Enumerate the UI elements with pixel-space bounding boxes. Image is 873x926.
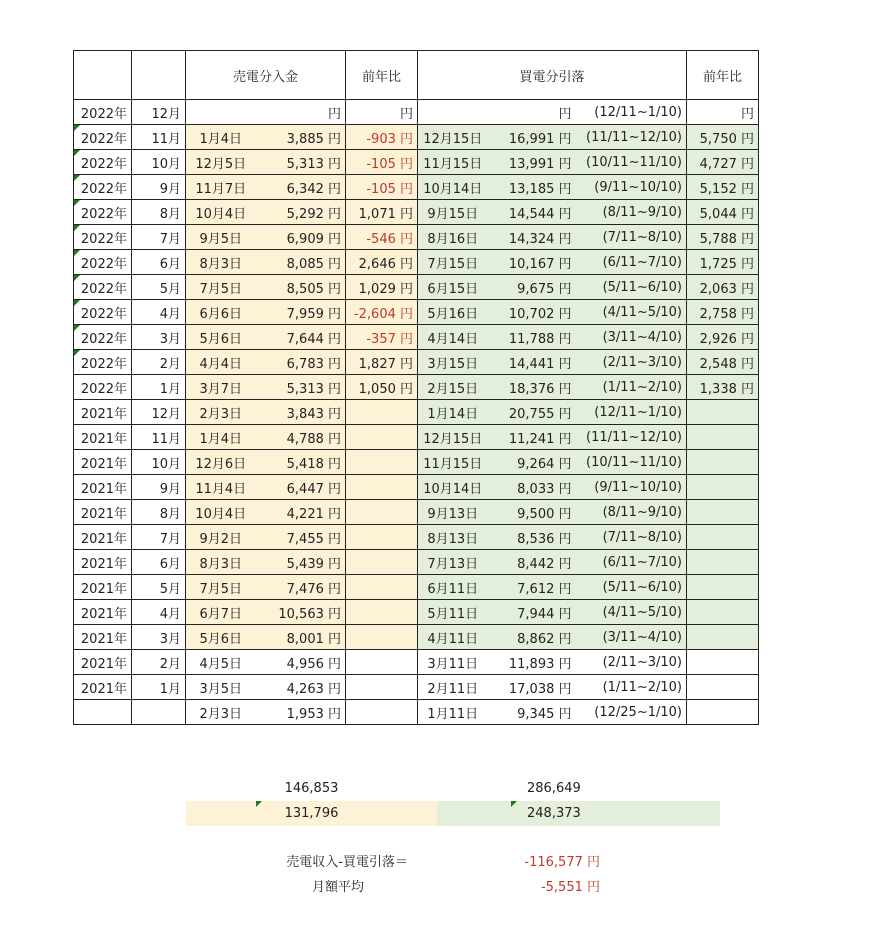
year-cell[interactable]: 2021年 — [74, 550, 132, 575]
sell-prev-cell[interactable]: 1,071 円 — [346, 200, 418, 225]
sell-prev-cell[interactable] — [346, 425, 418, 450]
table-row — [74, 300, 759, 325]
sell-prev-cell[interactable]: 円 — [346, 100, 418, 125]
table-row — [74, 250, 759, 275]
buy-amount-cell[interactable]: 円 — [488, 100, 576, 125]
sell-amount-cell[interactable]: 5,313 円 — [256, 375, 346, 400]
buy-period-cell[interactable]: (5/11~6/10) — [576, 575, 687, 600]
buy-date-cell[interactable] — [418, 100, 488, 125]
buy-date-cell[interactable]: 5月11日 — [418, 600, 488, 625]
table-row — [74, 675, 759, 700]
buy-prev-cell[interactable] — [687, 500, 759, 525]
month-cell[interactable]: 7月 — [132, 525, 186, 550]
buy-prev-cell[interactable] — [687, 450, 759, 475]
year-cell[interactable]: 2022年 — [74, 150, 132, 175]
buy-date-cell[interactable]: 8月13日 — [418, 525, 488, 550]
buy-amount-cell[interactable]: 16,991 円 — [488, 125, 576, 150]
buy-period-cell[interactable]: (10/11~11/10) — [576, 450, 687, 475]
sell-amount-cell[interactable]: 5,313 円 — [256, 150, 346, 175]
sell-date-cell[interactable]: 2月3日 — [186, 400, 256, 425]
table-row — [74, 125, 759, 150]
buy-period-cell[interactable]: (9/11~10/10) — [576, 175, 687, 200]
sell-prev-cell[interactable] — [346, 650, 418, 675]
table-row — [74, 400, 759, 425]
year-cell[interactable]: 2021年 — [74, 525, 132, 550]
buy-amount-cell[interactable]: 9,500 円 — [488, 500, 576, 525]
sell-prev-cell[interactable] — [346, 400, 418, 425]
table-row — [74, 600, 759, 625]
buy-amount-cell[interactable]: 20,755 円 — [488, 400, 576, 425]
year-cell[interactable]: 2022年 — [74, 200, 132, 225]
buy-date-cell[interactable]: 6月11日 — [418, 575, 488, 600]
year-cell[interactable]: 2022年 — [74, 275, 132, 300]
year-cell[interactable] — [74, 700, 132, 725]
buy-period-cell[interactable]: (12/11~1/10) — [576, 100, 687, 125]
buy-date-cell[interactable]: 11月15日 — [418, 150, 488, 175]
sell-date-cell[interactable]: 12月6日 — [186, 450, 256, 475]
diff-row — [186, 850, 720, 875]
buy-prev-cell[interactable]: 2,548 円 — [687, 350, 759, 375]
sell-prev-cell[interactable]: -105 円 — [346, 175, 418, 200]
buy-amount-cell[interactable]: 10,702 円 — [488, 300, 576, 325]
buy-period-cell[interactable]: (8/11~9/10) — [576, 200, 687, 225]
buy-amount-cell[interactable]: 9,264 円 — [488, 450, 576, 475]
buy-amount-cell[interactable]: 14,441 円 — [488, 350, 576, 375]
sell-prev-cell[interactable]: 1,827 円 — [346, 350, 418, 375]
calc-block — [186, 850, 720, 900]
month-cell[interactable]: 12月 — [132, 100, 186, 125]
sell-prev-cell[interactable]: -357 円 — [346, 325, 418, 350]
header-sell[interactable]: 売電分入金 — [186, 51, 346, 100]
month-cell[interactable]: 5月 — [132, 275, 186, 300]
month-cell[interactable] — [132, 700, 186, 725]
diff-label: 売電収入-買電引落＝ — [286, 855, 408, 870]
table-row — [74, 200, 759, 225]
buy-prev-cell[interactable] — [687, 700, 759, 725]
month-cell[interactable]: 3月 — [132, 625, 186, 650]
sell-amount-cell[interactable]: 7,455 円 — [256, 525, 346, 550]
table-row — [74, 225, 759, 250]
sell-date-cell[interactable]: 1月4日 — [186, 425, 256, 450]
buy-period-cell[interactable]: (2/11~3/10) — [576, 650, 687, 675]
buy-amount-cell[interactable]: 11,241 円 — [488, 425, 576, 450]
month-cell[interactable]: 10月 — [132, 150, 186, 175]
sell-date-cell[interactable]: 10月4日 — [186, 200, 256, 225]
buy-subtotal: 248,373 — [527, 806, 581, 821]
sell-date-cell[interactable]: 4月4日 — [186, 350, 256, 375]
year-cell[interactable]: 2021年 — [74, 675, 132, 700]
buy-date-cell[interactable]: 1月14日 — [418, 400, 488, 425]
buy-date-cell[interactable]: 8月16日 — [418, 225, 488, 250]
buy-amount-cell[interactable]: 13,991 円 — [488, 150, 576, 175]
buy-date-cell[interactable]: 7月15日 — [418, 250, 488, 275]
sell-amount-cell[interactable]: 円 — [256, 100, 346, 125]
sell-date-cell[interactable]: 4月5日 — [186, 650, 256, 675]
sell-prev-cell[interactable] — [346, 475, 418, 500]
sell-date-cell[interactable]: 12月5日 — [186, 150, 256, 175]
sell-prev-cell[interactable] — [346, 500, 418, 525]
year-cell[interactable]: 2021年 — [74, 400, 132, 425]
sell-date-cell[interactable]: 7月5日 — [186, 275, 256, 300]
month-cell[interactable]: 7月 — [132, 225, 186, 250]
year-cell[interactable]: 2022年 — [74, 300, 132, 325]
buy-period-cell[interactable]: (12/11~1/10) — [576, 400, 687, 425]
buy-period-cell[interactable]: (4/11~5/10) — [576, 600, 687, 625]
sell-amount-cell[interactable]: 3,843 円 — [256, 400, 346, 425]
buy-prev-cell[interactable]: 5,788 円 — [687, 225, 759, 250]
sell-date-cell[interactable]: 5月6日 — [186, 325, 256, 350]
sell-amount-cell[interactable]: 6,447 円 — [256, 475, 346, 500]
buy-date-cell[interactable]: 4月14日 — [418, 325, 488, 350]
sell-amount-cell[interactable]: 6,783 円 — [256, 350, 346, 375]
sell-amount-cell[interactable]: 8,505 円 — [256, 275, 346, 300]
month-cell[interactable]: 9月 — [132, 175, 186, 200]
year-cell[interactable]: 2022年 — [74, 325, 132, 350]
year-cell[interactable]: 2021年 — [74, 500, 132, 525]
sell-amount-cell[interactable]: 4,956 円 — [256, 650, 346, 675]
sell-prev-cell[interactable] — [346, 450, 418, 475]
sell-amount-cell[interactable]: 5,439 円 — [256, 550, 346, 575]
buy-prev-cell[interactable] — [687, 575, 759, 600]
diff-value[interactable]: -116,577 円 — [524, 855, 600, 870]
buy-amount-cell[interactable]: 8,536 円 — [488, 525, 576, 550]
table-row — [74, 575, 759, 600]
buy-period-cell[interactable]: (6/11~7/10) — [576, 550, 687, 575]
sell-amount-cell[interactable]: 7,476 円 — [256, 575, 346, 600]
month-cell[interactable]: 4月 — [132, 600, 186, 625]
year-cell[interactable]: 2021年 — [74, 650, 132, 675]
year-cell[interactable]: 2022年 — [74, 175, 132, 200]
buy-prev-cell[interactable] — [687, 600, 759, 625]
month-cell[interactable]: 8月 — [132, 200, 186, 225]
buy-period-cell[interactable]: (3/11~4/10) — [576, 325, 687, 350]
sell-amount-cell[interactable]: 8,001 円 — [256, 625, 346, 650]
buy-date-cell[interactable]: 1月11日 — [418, 700, 488, 725]
sell-date-cell[interactable]: 11月4日 — [186, 475, 256, 500]
table-row — [74, 500, 759, 525]
sell-date-cell[interactable]: 11月7日 — [186, 175, 256, 200]
buy-prev-cell[interactable]: 円 — [687, 100, 759, 125]
buy-period-cell[interactable]: (3/11~4/10) — [576, 625, 687, 650]
buy-amount-cell[interactable]: 11,788 円 — [488, 325, 576, 350]
buy-amount-cell[interactable]: 13,185 円 — [488, 175, 576, 200]
buy-date-cell[interactable]: 12月15日 — [418, 425, 488, 450]
sell-date-cell[interactable]: 3月5日 — [186, 675, 256, 700]
sell-amount-cell[interactable]: 3,885 円 — [256, 125, 346, 150]
buy-date-cell[interactable]: 10月14日 — [418, 175, 488, 200]
sell-amount-cell[interactable]: 4,263 円 — [256, 675, 346, 700]
month-cell[interactable]: 2月 — [132, 650, 186, 675]
sell-date-cell[interactable]: 6月7日 — [186, 600, 256, 625]
month-cell[interactable]: 12月 — [132, 400, 186, 425]
buy-amount-cell[interactable]: 14,324 円 — [488, 225, 576, 250]
sell-date-cell[interactable]: 5月6日 — [186, 625, 256, 650]
sell-amount-cell[interactable]: 8,085 円 — [256, 250, 346, 275]
buy-amount-cell[interactable]: 8,862 円 — [488, 625, 576, 650]
table-row — [74, 550, 759, 575]
table-row — [74, 525, 759, 550]
totals-row — [186, 776, 720, 801]
month-cell[interactable]: 1月 — [132, 375, 186, 400]
buy-period-cell[interactable]: (1/11~2/10) — [576, 675, 687, 700]
table-row — [74, 450, 759, 475]
month-cell[interactable]: 6月 — [132, 550, 186, 575]
buy-period-cell[interactable]: (7/11~8/10) — [576, 225, 687, 250]
totals-block — [186, 776, 720, 826]
month-cell[interactable]: 1月 — [132, 675, 186, 700]
table-row — [74, 100, 759, 125]
subtotals-row — [186, 801, 720, 826]
sell-date-cell[interactable]: 9月2日 — [186, 525, 256, 550]
buy-amount-cell[interactable]: 18,376 円 — [488, 375, 576, 400]
table-row — [74, 150, 759, 175]
buy-total: 286,649 — [527, 781, 581, 796]
year-cell[interactable]: 2021年 — [74, 450, 132, 475]
sell-prev-cell[interactable] — [346, 675, 418, 700]
buy-total-cell[interactable] — [437, 776, 720, 801]
sell-amount-cell[interactable]: 5,418 円 — [256, 450, 346, 475]
buy-prev-cell[interactable]: 2,063 円 — [687, 275, 759, 300]
buy-prev-cell[interactable] — [687, 650, 759, 675]
buy-prev-cell[interactable] — [687, 425, 759, 450]
buy-period-cell[interactable]: (6/11~7/10) — [576, 250, 687, 275]
buy-period-cell[interactable]: (2/11~3/10) — [576, 350, 687, 375]
header-year[interactable] — [74, 51, 132, 100]
buy-amount-cell[interactable]: 8,442 円 — [488, 550, 576, 575]
buy-prev-cell[interactable] — [687, 625, 759, 650]
buy-prev-cell[interactable] — [687, 550, 759, 575]
sell-prev-cell[interactable] — [346, 550, 418, 575]
buy-date-cell[interactable]: 7月13日 — [418, 550, 488, 575]
buy-period-cell[interactable]: (4/11~5/10) — [576, 300, 687, 325]
buy-prev-cell[interactable]: 1,725 円 — [687, 250, 759, 275]
year-cell[interactable]: 2021年 — [74, 625, 132, 650]
table-row — [74, 650, 759, 675]
buy-period-cell[interactable]: (9/11~10/10) — [576, 475, 687, 500]
year-cell[interactable]: 2022年 — [74, 350, 132, 375]
sell-prev-cell[interactable]: -546 円 — [346, 225, 418, 250]
sell-prev-cell[interactable] — [346, 600, 418, 625]
buy-amount-cell[interactable]: 8,033 円 — [488, 475, 576, 500]
sell-amount-cell[interactable]: 7,959 円 — [256, 300, 346, 325]
header-sell-prev[interactable]: 前年比 — [346, 51, 418, 100]
year-cell[interactable]: 2021年 — [74, 600, 132, 625]
table-row — [74, 375, 759, 400]
buy-prev-cell[interactable]: 4,727 円 — [687, 150, 759, 175]
buy-date-cell[interactable]: 2月11日 — [418, 675, 488, 700]
buy-amount-cell[interactable]: 11,893 円 — [488, 650, 576, 675]
buy-prev-cell[interactable] — [687, 525, 759, 550]
sell-prev-cell[interactable]: -105 円 — [346, 150, 418, 175]
buy-amount-cell[interactable]: 9,345 円 — [488, 700, 576, 725]
sell-amount-cell[interactable]: 4,788 円 — [256, 425, 346, 450]
buy-amount-cell[interactable]: 7,612 円 — [488, 575, 576, 600]
month-cell[interactable]: 6月 — [132, 250, 186, 275]
year-cell[interactable]: 2022年 — [74, 125, 132, 150]
buy-amount-cell[interactable]: 14,544 円 — [488, 200, 576, 225]
electricity-table — [73, 50, 759, 725]
sell-amount-cell[interactable]: 6,909 円 — [256, 225, 346, 250]
buy-amount-cell[interactable]: 7,944 円 — [488, 600, 576, 625]
buy-date-cell[interactable]: 10月14日 — [418, 475, 488, 500]
year-cell[interactable]: 2022年 — [74, 375, 132, 400]
buy-prev-cell[interactable]: 5,044 円 — [687, 200, 759, 225]
month-cell[interactable]: 9月 — [132, 475, 186, 500]
year-cell[interactable]: 2021年 — [74, 475, 132, 500]
sell-date-cell[interactable]: 8月3日 — [186, 550, 256, 575]
buy-amount-cell[interactable]: 17,038 円 — [488, 675, 576, 700]
header-buy[interactable]: 買電分引落 — [418, 51, 687, 100]
buy-period-cell[interactable]: (5/11~6/10) — [576, 275, 687, 300]
header-row — [74, 51, 759, 100]
buy-prev-cell[interactable]: 2,758 円 — [687, 300, 759, 325]
avg-value[interactable]: -5,551 円 — [540, 880, 600, 895]
spreadsheet — [73, 50, 759, 725]
buy-date-cell[interactable]: 6月15日 — [418, 275, 488, 300]
avg-row — [186, 875, 720, 900]
year-cell[interactable]: 2021年 — [74, 575, 132, 600]
sell-date-cell[interactable]: 9月5日 — [186, 225, 256, 250]
month-cell[interactable]: 2月 — [132, 350, 186, 375]
month-cell[interactable]: 8月 — [132, 500, 186, 525]
sell-date-cell[interactable]: 7月5日 — [186, 575, 256, 600]
buy-date-cell[interactable]: 9月15日 — [418, 200, 488, 225]
sell-amount-cell[interactable]: 6,342 円 — [256, 175, 346, 200]
sell-date-cell[interactable]: 10月4日 — [186, 500, 256, 525]
sell-prev-cell[interactable] — [346, 525, 418, 550]
month-cell[interactable]: 4月 — [132, 300, 186, 325]
sell-prev-cell[interactable]: 1,050 円 — [346, 375, 418, 400]
buy-period-cell[interactable]: (1/11~2/10) — [576, 375, 687, 400]
sell-amount-cell[interactable]: 1,953 円 — [256, 700, 346, 725]
sell-prev-cell[interactable] — [346, 700, 418, 725]
sell-date-cell[interactable] — [186, 100, 256, 125]
table-row — [74, 700, 759, 725]
buy-period-cell[interactable]: (7/11~8/10) — [576, 525, 687, 550]
avg-label: 月額平均 — [311, 880, 364, 895]
buy-date-cell[interactable]: 3月15日 — [418, 350, 488, 375]
year-cell[interactable]: 2022年 — [74, 225, 132, 250]
sell-prev-cell[interactable]: 2,646 円 — [346, 250, 418, 275]
header-buy-prev[interactable]: 前年比 — [687, 51, 759, 100]
sell-amount-cell[interactable]: 10,563 円 — [256, 600, 346, 625]
sell-subtotal[interactable]: 131,796 — [186, 801, 437, 826]
buy-period-cell[interactable]: (8/11~9/10) — [576, 500, 687, 525]
sell-prev-cell[interactable]: -2,604 円 — [346, 300, 418, 325]
buy-date-cell[interactable]: 2月15日 — [418, 375, 488, 400]
buy-date-cell[interactable]: 11月15日 — [418, 450, 488, 475]
sell-amount-cell[interactable]: 7,644 円 — [256, 325, 346, 350]
month-cell[interactable]: 5月 — [132, 575, 186, 600]
year-cell[interactable]: 2021年 — [74, 425, 132, 450]
sell-date-cell[interactable]: 8月3日 — [186, 250, 256, 275]
buy-amount-cell[interactable]: 9,675 円 — [488, 275, 576, 300]
sell-amount-cell[interactable]: 4,221 円 — [256, 500, 346, 525]
sell-total[interactable]: 146,853 — [284, 781, 339, 796]
table-row — [74, 275, 759, 300]
sell-date-cell[interactable]: 2月3日 — [186, 700, 256, 725]
month-cell[interactable]: 11月 — [132, 125, 186, 150]
sell-date-cell[interactable]: 3月7日 — [186, 375, 256, 400]
table-row — [74, 350, 759, 375]
month-cell[interactable]: 10月 — [132, 450, 186, 475]
sell-prev-cell[interactable] — [346, 625, 418, 650]
month-cell[interactable]: 11月 — [132, 425, 186, 450]
buy-prev-cell[interactable] — [687, 675, 759, 700]
buy-amount-cell[interactable]: 10,167 円 — [488, 250, 576, 275]
table-row — [74, 325, 759, 350]
year-cell[interactable]: 2022年 — [74, 100, 132, 125]
buy-period-cell[interactable]: (11/11~12/10) — [576, 425, 687, 450]
sell-date-cell[interactable]: 1月4日 — [186, 125, 256, 150]
buy-period-cell[interactable]: (10/11~11/10) — [576, 150, 687, 175]
sell-prev-cell[interactable]: -903 円 — [346, 125, 418, 150]
sell-prev-cell[interactable]: 1,029 円 — [346, 275, 418, 300]
buy-prev-cell[interactable] — [687, 400, 759, 425]
year-cell[interactable]: 2022年 — [74, 250, 132, 275]
sell-date-cell[interactable]: 6月6日 — [186, 300, 256, 325]
buy-date-cell[interactable]: 12月15日 — [418, 125, 488, 150]
buy-prev-cell[interactable]: 1,338 円 — [687, 375, 759, 400]
buy-subtotal-cell[interactable] — [437, 801, 720, 826]
table-row — [74, 475, 759, 500]
sell-prev-cell[interactable] — [346, 575, 418, 600]
buy-period-cell[interactable]: (12/25~1/10) — [576, 700, 687, 725]
buy-prev-cell[interactable]: 5,152 円 — [687, 175, 759, 200]
header-month[interactable] — [132, 51, 186, 100]
table-row — [74, 425, 759, 450]
table-row — [74, 175, 759, 200]
buy-date-cell[interactable]: 9月13日 — [418, 500, 488, 525]
buy-prev-cell[interactable]: 5,750 円 — [687, 125, 759, 150]
buy-prev-cell[interactable]: 2,926 円 — [687, 325, 759, 350]
sell-amount-cell[interactable]: 5,292 円 — [256, 200, 346, 225]
buy-date-cell[interactable]: 5月16日 — [418, 300, 488, 325]
table-row — [74, 625, 759, 650]
buy-date-cell[interactable]: 4月11日 — [418, 625, 488, 650]
buy-date-cell[interactable]: 3月11日 — [418, 650, 488, 675]
buy-period-cell[interactable]: (11/11~12/10) — [576, 125, 687, 150]
buy-prev-cell[interactable] — [687, 475, 759, 500]
month-cell[interactable]: 3月 — [132, 325, 186, 350]
